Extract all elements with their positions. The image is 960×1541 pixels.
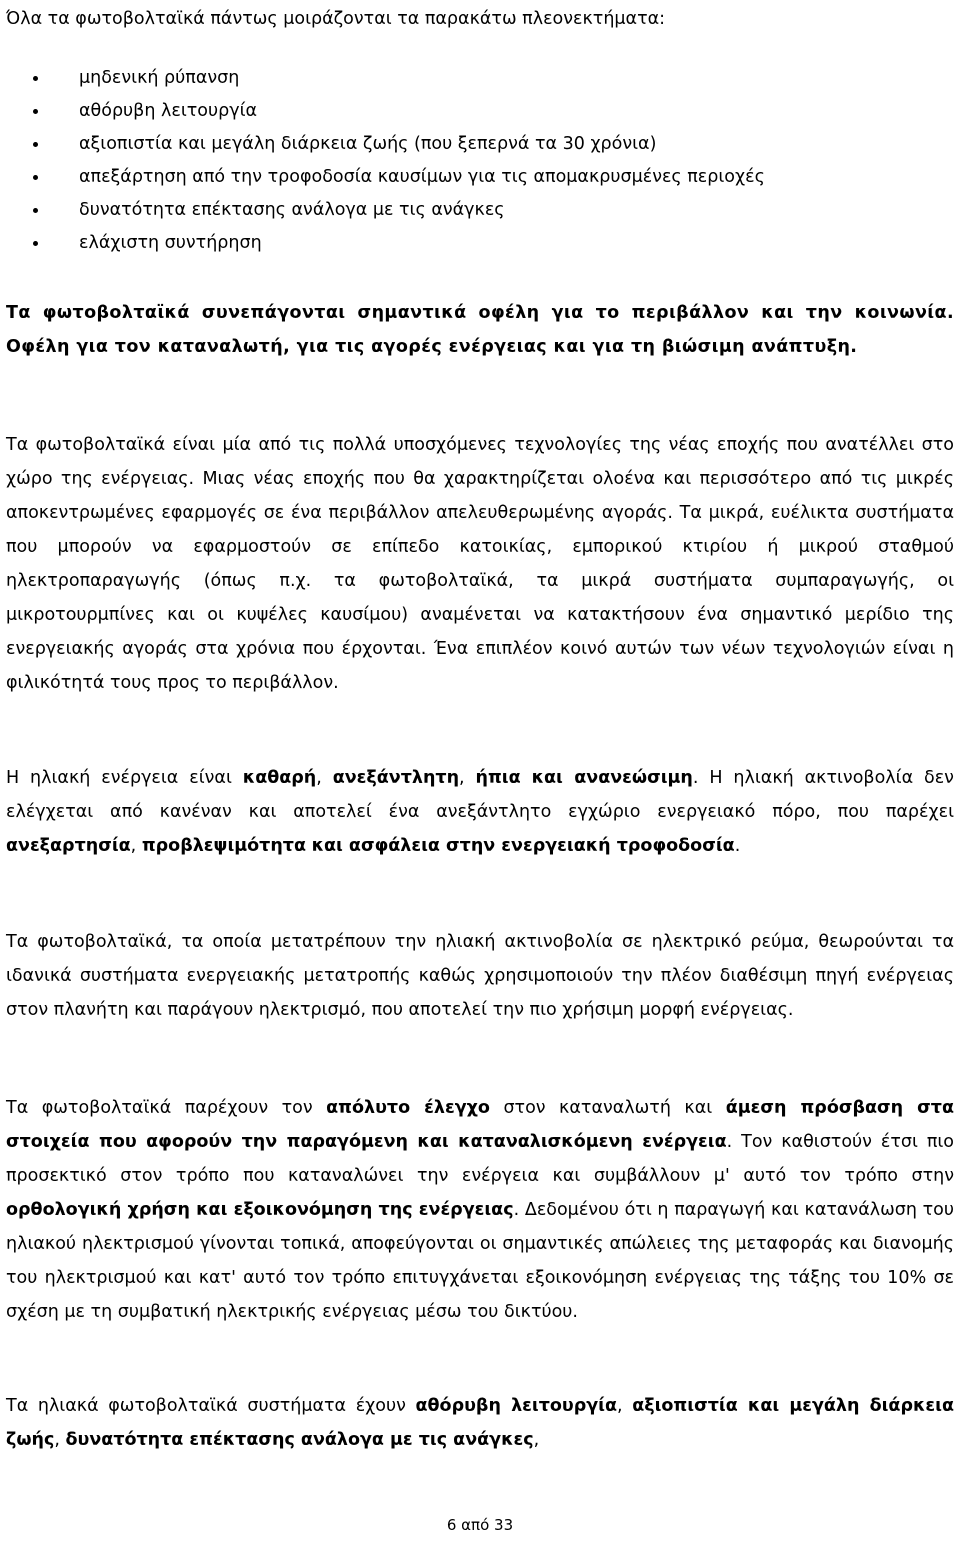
list-item: αξιοπιστία και μεγάλη διάρκεια ζωής (που ξεπερνά τα 30 χρόνια) [6, 128, 954, 161]
solar-energy-paragraph: Η ηλιακή ενέργεια είναι καθαρή, ανεξάντλητη, ήπια και ανανεώσιμη. Η ηλιακή ακτινοβολία δεν ελέγχεται από κανέναν και αποτελεί ένα ανεξάντλητο εγχώριο ενεργειακό πόρο, που παρέχει ανεξαρτησία, προβλεψιμότητα και ασφάλεια στην ενεργειακή τροφοδοσία. [6, 768, 954, 856]
bullet-icon [33, 109, 38, 114]
list-item: ελάχιστη συντήρηση [6, 227, 954, 260]
list-item: μηδενική ρύπανση [6, 62, 954, 95]
list-item: δυνατότητα επέκτασης ανάλογα με τις ανάγκες [6, 194, 954, 227]
control-paragraph: Τα φωτοβολταϊκά παρέχουν τον απόλυτο έλεγχο στον καταναλωτή και άμεση πρόσβαση στα στοιχεία που αφορούν την παραγόμενη και καταναλισκόμενη ενέργεια. Τον καθιστούν έτσι πιο προσεκτικό στον τρόπο που καταναλώνει την ενέργεια και συμβάλλουν μ' αυτό τον τρόπο στην ορθολογική χρήση και εξοικονόμηση της ενέργειας. Δεδομένου ότι η παραγωγή και κατανάλωση του ηλιακού ηλεκτρισμού γίνονται τοπικά, αποφεύγονται οι σημαντικές απώλειες της μεταφοράς και διανομής του ηλεκτρισμού και κατ' αυτό τον τρόπο επιτυγχάνεται εξοικονόμηση ενέργειας της τάξης του 10% σε σχέση με τη συμβατική ηλεκτρικής ενέργειας μέσω του δικτύου. [6, 1098, 954, 1322]
benefits-paragraph: Τα φωτοβολταϊκά συνεπάγονται σημαντικά οφέλη για το περιβάλλον και την κοινωνία. Οφέλη για τον καταναλωτή, για τις αγορές ενέργειας και για τη βιώσιμη ανάπτυξη. [6, 303, 954, 357]
systems-paragraph: Τα ηλιακά φωτοβολταϊκά συστήματα έχουν αθόρυβη λειτουργία, αξιοπιστία και μεγάλη διάρκεια ζωής, δυνατότητα επέκτασης ανάλογα με τις ανάγκες, [6, 1396, 954, 1450]
page-number: 6 από 33 [446, 1516, 514, 1534]
bullet-icon [33, 175, 38, 180]
bullet-icon [33, 241, 38, 246]
intro-text: Όλα τα φωτοβολταϊκά πάντως μοιράζονται τα παρακάτω πλεονεκτήματα: [6, 9, 666, 29]
list-item: αθόρυβη λειτουργία [6, 95, 954, 128]
bullet-icon [33, 76, 38, 81]
bullet-icon [33, 208, 38, 213]
conversion-paragraph: Τα φωτοβολταϊκά, τα οποία μετατρέπουν την ηλιακή ακτινοβολία σε ηλεκτρικό ρεύμα, θεωρούνται τα ιδανικά συστήματα ενεργειακής μετατροπής καθώς χρησιμοποιούν την πλέον διαθέσιμη πηγή ενέργειας στον πλανήτη και παράγουν ηλεκτρισμό, που αποτελεί την πιο χρήσιμη μορφή ενέργειας. [6, 932, 954, 1020]
advantages-list [6, 62, 954, 260]
bullet-icon [33, 142, 38, 147]
list-item: απεξάρτηση από την τροφοδοσία καυσίμων για τις απομακρυσμένες περιοχές [6, 161, 954, 194]
new-era-paragraph: Τα φωτοβολταϊκά είναι μία από τις πολλά υποσχόμενες τεχνολογίες της νέας εποχής που ανατέλλει στο χώρο της ενέργειας. Μιας νέας εποχής που θα χαρακτηρίζεται ολοένα και περισσότερο από τις μικρές αποκεντρωμένες εφαρμογές σε ένα περιβάλλον απελευθερωμένης αγοράς. Τα μικρά, ευέλικτα συστήματα που μπορούν να εφαρμοστούν σε επίπεδο κατοικίας, εμπορικού κτιρίου ή μικρού σταθμού ηλεκτροπαραγωγής (όπως π.χ. τα φωτοβολταϊκά, τα μικρά συστήματα συμπαραγωγής, οι μικροτουρμπίνες και οι κυψέλες καυσίμου) αναμένεται να κατακτήσουν ένα σημαντικό μερίδιο της ενεργειακής αγοράς στα χρόνια που έρχονται. Ένα επιπλέον κοινό αυτών των νέων τεχνολογιών είναι η φιλικότητά τους προς το περιβάλλον. [6, 435, 954, 693]
